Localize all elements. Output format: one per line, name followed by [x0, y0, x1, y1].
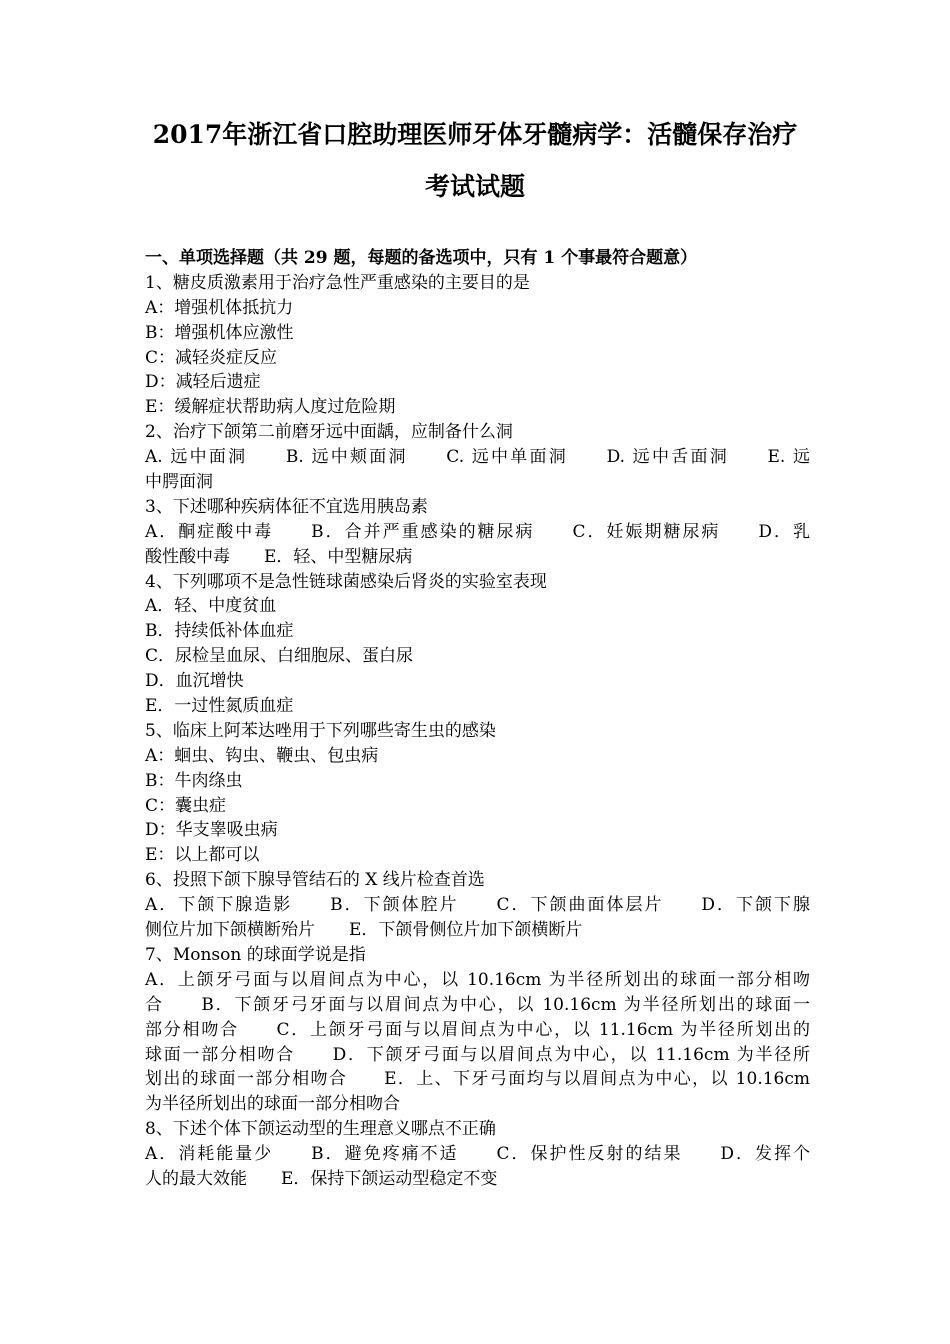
text-line: 6、投照下颌下腺导管结石的 X 线片检查首选 [145, 870, 485, 891]
text-line: B：牛肉绦虫 [145, 770, 243, 791]
text-line: A：蛔虫、钩虫、鞭虫、包虫病 [145, 745, 379, 766]
text-line: D：减轻后遗症 [145, 372, 261, 393]
section-heading: 一、单项选择题（共 29 题，每题的备选项中，只有 1 个事最符合题意） [145, 248, 698, 268]
text-line: D：华支睾吸虫病 [145, 820, 278, 841]
text-line: D．血沉增快 [145, 671, 244, 692]
text-line: 划出的球面一部分相吻合 E．上、下牙弓面均与以眉间点为中心，以 10.16cm [145, 1069, 810, 1090]
text-line: A. 远中面洞 B. 远中颊面洞 C. 远中单面洞 D. 远中舌面洞 E. 远 [145, 447, 810, 468]
text-line: B．持续低补体血症 [145, 621, 294, 642]
text-line: 2、治疗下颌第二前磨牙远中面龋，应制备什么洞 [145, 422, 513, 443]
text-line: 球面一部分相吻合 D．下颌牙弓面与以眉间点为中心，以 11.16cm 为半径所 [145, 1044, 810, 1065]
text-line: A．酮症酸中毒 B．合并严重感染的糖尿病 C．妊娠期糖尿病 D．乳 [145, 521, 810, 542]
text-line: 8、下述个体下颌运动型的生理意义哪点不正确 [145, 1119, 496, 1140]
text-line: A：增强机体抵抗力 [145, 297, 294, 318]
text-line: C：囊虫症 [145, 795, 227, 816]
text-line: 1、糖皮质激素用于治疗急性严重感染的主要目的是 [145, 272, 530, 293]
document-body [145, 246, 810, 1192]
text-line: B：增强机体应激性 [145, 322, 294, 343]
text-line: C．尿检呈血尿、白细胞尿、蛋白尿 [145, 646, 414, 667]
text-line: E．一过性氮质血症 [145, 696, 294, 717]
text-line: A．上颌牙弓面与以眉间点为中心，以 10.16cm 为半径所划出的球面一部分相吻 [145, 969, 810, 990]
text-line: C：减轻炎症反应 [145, 347, 278, 368]
text-line: 7、Monson 的球面学说是指 [145, 944, 366, 965]
text-line: 5、临床上阿苯达唑用于下列哪些寄生虫的感染 [145, 720, 496, 741]
text-line: 侧位片加下颌横断殆片 E．下颌骨侧位片加下颌横断片 [145, 920, 583, 941]
text-line: 酸性酸中毒 E．轻、中型糖尿病 [145, 546, 413, 567]
text-line: 为半径所划出的球面一部分相吻合 [145, 1094, 400, 1115]
document-title-line-2: 考试试题 [424, 172, 525, 201]
text-line: E：缓解症状帮助病人度过危险期 [145, 397, 396, 418]
text-line: 合 B．下颌牙弓牙面与以眉间点为中心，以 10.16cm 为半径所划出的球面一 [145, 994, 810, 1015]
document-title-line-1: 2017年浙江省口腔助理医师牙体牙髓病学：活髓保存治疗 [152, 120, 798, 149]
text-line: 3、下述哪种疾病体征不宜选用胰岛素 [145, 496, 428, 517]
text-line: 人的最大效能 E．保持下颌运动型稳定不变 [145, 1168, 498, 1189]
text-line: A．下颌下腺造影 B．下颌体腔片 C．下颌曲面体层片 D．下颌下腺 [145, 895, 810, 916]
text-line: 4、下列哪项不是急性链球菌感染后肾炎的实验室表现 [145, 571, 547, 592]
text-line: 部分相吻合 C．上颌牙弓面与以眉间点为中心，以 11.16cm 为半径所划出的 [145, 1019, 810, 1040]
text-line: E：以上都可以 [145, 845, 260, 866]
text-line: A．轻、中度贫血 [145, 596, 277, 617]
text-line: 中腭面洞 [145, 472, 213, 493]
text-line: A．消耗能量少 B．避免疼痛不适 C．保护性反射的结果 D．发挥个 [145, 1144, 810, 1165]
